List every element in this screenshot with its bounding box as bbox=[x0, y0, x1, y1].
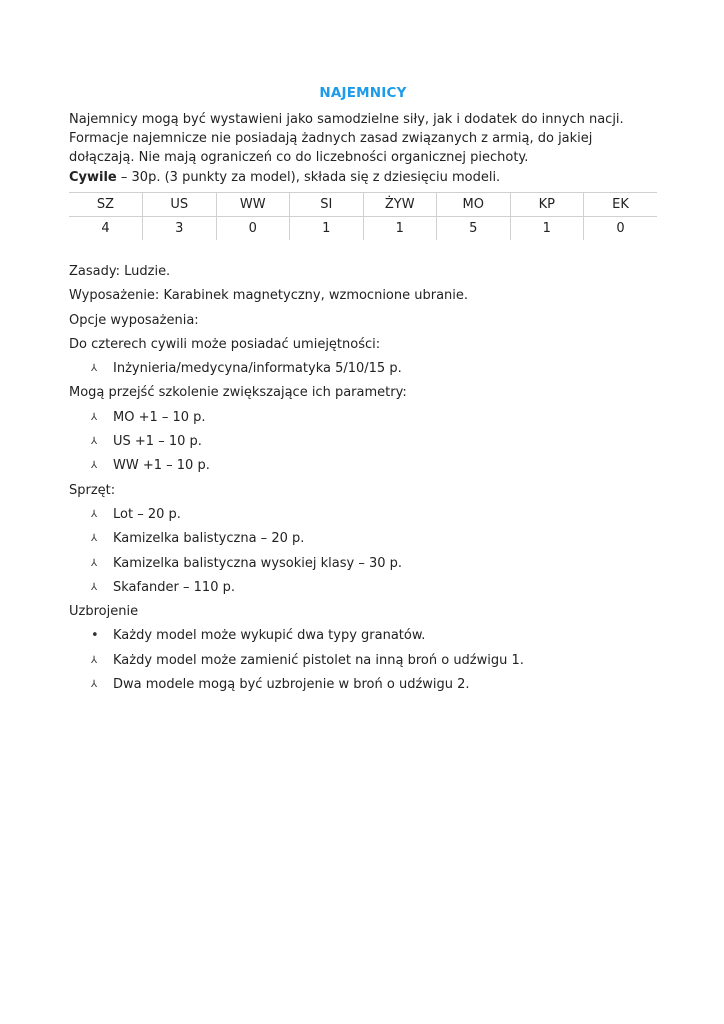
list-item bbox=[69, 626, 657, 650]
list-item-text: Kamizelka balistyczna wysokiej klasy – 30 p. bbox=[113, 555, 403, 571]
stat-header: ŻYW bbox=[363, 193, 437, 217]
list-item-text: WW +1 – 10 p. bbox=[113, 458, 210, 474]
stat-header: SZ bbox=[96, 197, 115, 212]
bullet-icon: ⅄ bbox=[91, 363, 98, 375]
stat-header: EK bbox=[584, 193, 658, 217]
list-item bbox=[69, 651, 657, 675]
list-item bbox=[69, 554, 657, 578]
bullet-icon: ⅄ bbox=[91, 460, 98, 472]
stat-value: 5 bbox=[437, 217, 511, 241]
stats-value-row bbox=[69, 217, 657, 241]
section-title: NAJEMNICY bbox=[319, 85, 407, 101]
unit-description: – 30p. (3 punkty za model), składa się z dziesięciu modeli. bbox=[116, 170, 501, 185]
list-item-text: Lot – 20 p. bbox=[113, 506, 181, 522]
bullet-icon: ⅄ bbox=[91, 557, 98, 569]
bullet-icon: ⅄ bbox=[91, 581, 98, 593]
stats-table bbox=[69, 192, 657, 240]
bullet-icon: ⅄ bbox=[91, 679, 98, 691]
stats-header-row bbox=[69, 193, 657, 217]
bullet-dot-icon: • bbox=[91, 628, 99, 644]
unit-name: Cywile bbox=[69, 170, 117, 185]
stat-header: US bbox=[143, 193, 217, 217]
list-item-text: Skafander – 110 p. bbox=[113, 579, 235, 595]
stat-header: WW bbox=[216, 193, 290, 217]
list-item bbox=[69, 456, 657, 480]
rules-list bbox=[69, 262, 657, 699]
bullet-icon: ⅄ bbox=[91, 533, 98, 545]
rule-line: Uzbrojenie bbox=[69, 604, 139, 620]
rule-line: Wyposażenie: Karabinek magnetyczny, wzmocnione ubranie. bbox=[69, 288, 469, 304]
bullet-icon: ⅄ bbox=[91, 436, 98, 448]
rule-line: Mogą przejść szkolenie zwiększające ich parametry: bbox=[69, 385, 407, 401]
list-item bbox=[69, 578, 657, 602]
list-item-text: Każdy model może zamienić pistolet na inną broń o udźwigu 1. bbox=[113, 652, 524, 668]
list-item bbox=[69, 408, 657, 432]
rule-line: Zasady: Ludzie. bbox=[69, 264, 171, 279]
list-item bbox=[69, 675, 657, 699]
list-item-text: MO +1 – 10 p. bbox=[113, 409, 206, 425]
stat-value: 0 bbox=[584, 217, 658, 241]
stat-header: SI bbox=[290, 193, 364, 217]
bullet-icon: ⅄ bbox=[91, 508, 98, 520]
intro-paragraph: Najemnicy mogą być wystawieni jako samodzielne siły, jak i dodatek do innych nacji. Formacje najemnicze nie posiadają żadnych zasad związanych z armią, do jakiej dołączają. Nie mają ograniczeń co do liczebności organicznej piechoty. bbox=[69, 112, 624, 165]
bullet-icon: ⅄ bbox=[91, 411, 98, 423]
list-item-text: Inżynieria/medycyna/informatyka 5/10/15 p. bbox=[113, 361, 402, 377]
stat-value: 1 bbox=[290, 217, 364, 241]
rule-line: Sprzęt: bbox=[69, 482, 116, 498]
rule-line: Do czterech cywili może posiadać umiejętności: bbox=[69, 336, 381, 352]
stat-value: 0 bbox=[216, 217, 290, 241]
list-item-text: Kamizelka balistyczna – 20 p. bbox=[113, 531, 305, 547]
list-item bbox=[69, 432, 657, 456]
list-item-text: US +1 – 10 p. bbox=[113, 434, 202, 450]
rule-line: Opcje wyposażenia: bbox=[69, 312, 199, 328]
stat-value: 1 bbox=[510, 217, 584, 241]
stat-header: KP bbox=[510, 193, 584, 217]
stat-value: 3 bbox=[143, 217, 217, 241]
list-item bbox=[69, 529, 657, 553]
unit-cost-line bbox=[69, 168, 657, 187]
list-item bbox=[69, 359, 657, 383]
list-item-text: Każdy model może wykupić dwa typy granatów. bbox=[113, 628, 426, 644]
stat-value: 1 bbox=[363, 217, 437, 241]
stat-header: MO bbox=[437, 193, 511, 217]
list-item-text: Dwa modele mogą być uzbrojenie w broń o udźwigu 2. bbox=[113, 677, 470, 693]
stat-value: 4 bbox=[101, 221, 110, 236]
bullet-icon: ⅄ bbox=[91, 654, 98, 666]
list-item bbox=[69, 505, 657, 529]
